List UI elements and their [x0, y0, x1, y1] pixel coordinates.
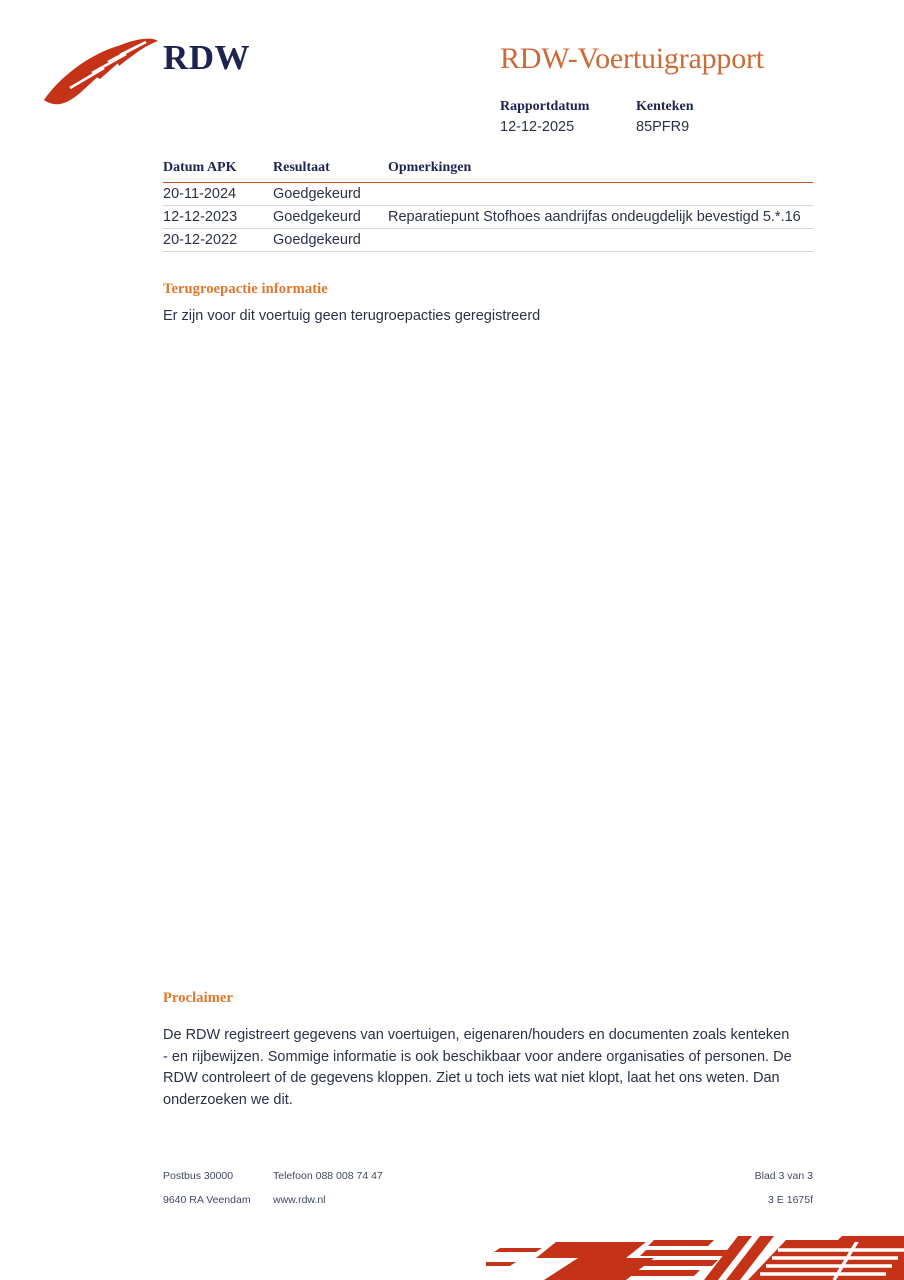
page-title: RDW-Voertuigrapport — [500, 42, 764, 75]
cell-datum-apk: 20-12-2022 — [163, 232, 238, 248]
meta-label-rapportdatum: Rapportdatum — [500, 99, 590, 114]
cell-datum-apk: 20-11-2024 — [163, 186, 237, 202]
footer-address-line2: 9640 RA Veendam — [163, 1194, 251, 1206]
table-row — [163, 206, 813, 229]
column-header-resultaat: Resultaat — [273, 160, 330, 175]
footer-row — [163, 1194, 813, 1218]
meta-values-row — [500, 116, 830, 138]
cell-resultaat: Goedgekeurd — [273, 209, 361, 225]
meta-value-kenteken-col — [636, 116, 772, 138]
meta-label-kenteken-col — [636, 98, 772, 116]
footer-page-number: Blad 3 van 3 — [754, 1170, 813, 1182]
meta-value-rapportdatum-col — [500, 116, 636, 138]
column-header-datum-apk: Datum APK — [163, 160, 237, 175]
table-header-row — [163, 160, 813, 183]
footer-website[interactable]: www.rdw.nl — [273, 1194, 326, 1206]
rdw-speed-stripes-graphic-icon — [486, 1222, 904, 1280]
recall-section — [163, 281, 813, 326]
cell-resultaat: Goedgekeurd — [273, 186, 361, 202]
meta-value-rapportdatum: 12-12-2025 — [500, 119, 575, 135]
meta-value-kenteken: 85PFR9 — [636, 119, 690, 135]
footer-row — [163, 1170, 813, 1194]
rdw-feather-logo-icon — [40, 33, 162, 105]
table-row — [163, 229, 813, 252]
apk-history-table — [163, 160, 813, 252]
page-footer — [163, 1170, 813, 1218]
meta-label-rapportdatum-col — [500, 98, 636, 116]
report-meta — [500, 98, 830, 138]
table-row — [163, 183, 813, 206]
proclaimer-section — [163, 990, 797, 1111]
footer-contact-phone: Telefoon 088 008 74 47 — [273, 1170, 383, 1182]
recall-text: Er zijn voor dit voertuig geen terugroepacties geregistreerd — [163, 308, 541, 324]
footer-form-code: 3 E 1675f — [768, 1194, 813, 1206]
proclaimer-heading: Proclaimer — [163, 990, 233, 1006]
proclaimer-text: De RDW registreert gegevens van voertuigen, eigenaren/houders en documenten zoals kenteken - en rijbewijzen. Sommige informatie is ook beschikbaar voor andere organisaties of personen. De RDW controleert of de gegevens kloppen. Ziet u toch iets wat niet klopt, laat het ons weten. Dan onderzoeken we dit. — [163, 1027, 792, 1108]
column-header-opmerkingen: Opmerkingen — [388, 160, 472, 175]
cell-resultaat: Goedgekeurd — [273, 232, 361, 248]
cell-datum-apk: 12-12-2023 — [163, 209, 238, 225]
meta-labels-row — [500, 98, 830, 116]
recall-heading: Terugroepactie informatie — [163, 281, 328, 297]
footer-address-line1: Postbus 30000 — [163, 1170, 234, 1182]
cell-opmerkingen: Reparatiepunt Stofhoes aandrijfas ondeugdelijk bevestigd 5.*.16 — [388, 209, 801, 225]
rdw-wordmark: RDW — [163, 38, 251, 77]
meta-label-kenteken: Kenteken — [636, 99, 694, 114]
